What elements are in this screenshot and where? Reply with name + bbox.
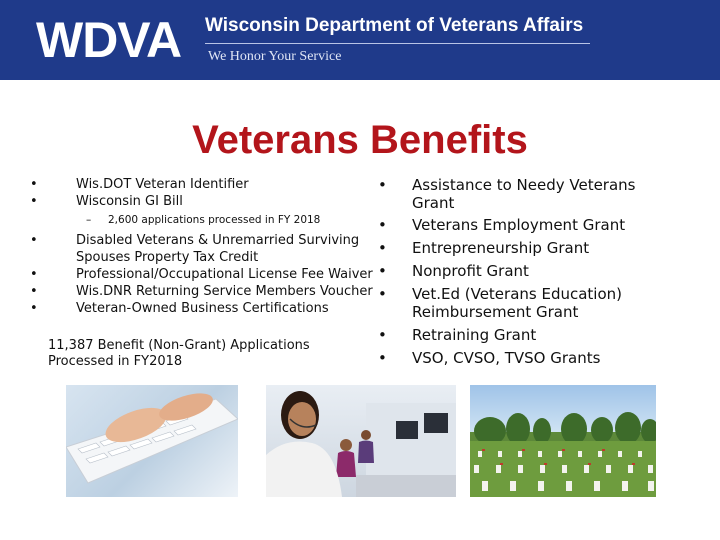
list-item	[378, 262, 678, 280]
page-title: Veterans Benefits	[192, 118, 528, 162]
wdva-logo	[36, 14, 181, 66]
list-item	[30, 266, 385, 283]
applications-summary: 11,387 Benefit (Non-Grant) Applications Processed in FY2018	[48, 338, 310, 369]
list-item-label: Wis.DOT Veteran Identifier	[76, 177, 249, 192]
list-item-label: Retraining Grant	[412, 326, 537, 344]
list-item-label: Wis.DNR Returning Service Members Voucher	[76, 284, 373, 299]
bullet-icon: •	[378, 239, 387, 257]
list-item	[30, 300, 385, 317]
dash-icon: –	[86, 214, 92, 226]
bullet-icon: •	[30, 177, 38, 192]
list-item-label: VSO, CVSO, TVSO Grants	[412, 349, 601, 367]
keyboard-typing-photo	[66, 385, 238, 497]
list-item	[378, 239, 678, 257]
bullet-icon: •	[378, 176, 387, 194]
list-item	[378, 285, 678, 321]
list-item	[30, 232, 385, 266]
list-item	[378, 176, 678, 212]
state-benefits-list	[30, 176, 385, 317]
header-divider	[205, 43, 590, 44]
list-item-label: Vet.Ed (Veterans Education) Reimbursement Grant	[412, 285, 623, 321]
bullet-icon: •	[30, 233, 38, 248]
list-item	[30, 176, 385, 193]
veterans-cemetery-photo	[470, 385, 656, 497]
list-item	[378, 216, 678, 234]
list-item-label: Nonprofit Grant	[412, 262, 529, 280]
list-item	[378, 326, 678, 344]
bullet-icon: •	[30, 267, 38, 282]
grants-list	[378, 176, 678, 372]
bullet-icon: •	[378, 216, 387, 234]
list-item-label: Veterans Employment Grant	[412, 216, 626, 234]
list-item-label: Entrepreneurship Grant	[412, 239, 590, 257]
list-item-label: Assistance to Needy Veterans Grant	[412, 176, 636, 212]
agency-name: Wisconsin Department of Veterans Affairs	[205, 15, 584, 36]
logo-text: WDVA	[36, 12, 182, 68]
list-item-label: Disabled Veterans & Unremarried Surviving Spouses Property Tax Credit	[76, 233, 360, 265]
list-item-label: Professional/Occupational License Fee Waiver	[76, 267, 373, 282]
bullet-icon: •	[30, 194, 38, 209]
bullet-icon: •	[30, 301, 38, 316]
bullet-icon: •	[378, 326, 387, 344]
bullet-icon: •	[30, 284, 38, 299]
list-item-label: Veteran-Owned Business Certifications	[76, 301, 329, 316]
list-item	[30, 193, 385, 210]
list-item	[30, 283, 385, 300]
bullet-icon: •	[378, 349, 387, 367]
call-center-photo	[266, 385, 456, 497]
tagline: We Honor Your Service	[208, 49, 342, 64]
bullet-icon: •	[378, 262, 387, 280]
bullet-icon: •	[378, 285, 387, 303]
header-banner	[0, 0, 720, 80]
list-item	[378, 349, 678, 367]
sub-list-item	[30, 213, 385, 228]
list-item-label: Wisconsin GI Bill	[76, 194, 183, 209]
sub-list-item-label: 2,600 applications processed in FY 2018	[108, 214, 321, 226]
